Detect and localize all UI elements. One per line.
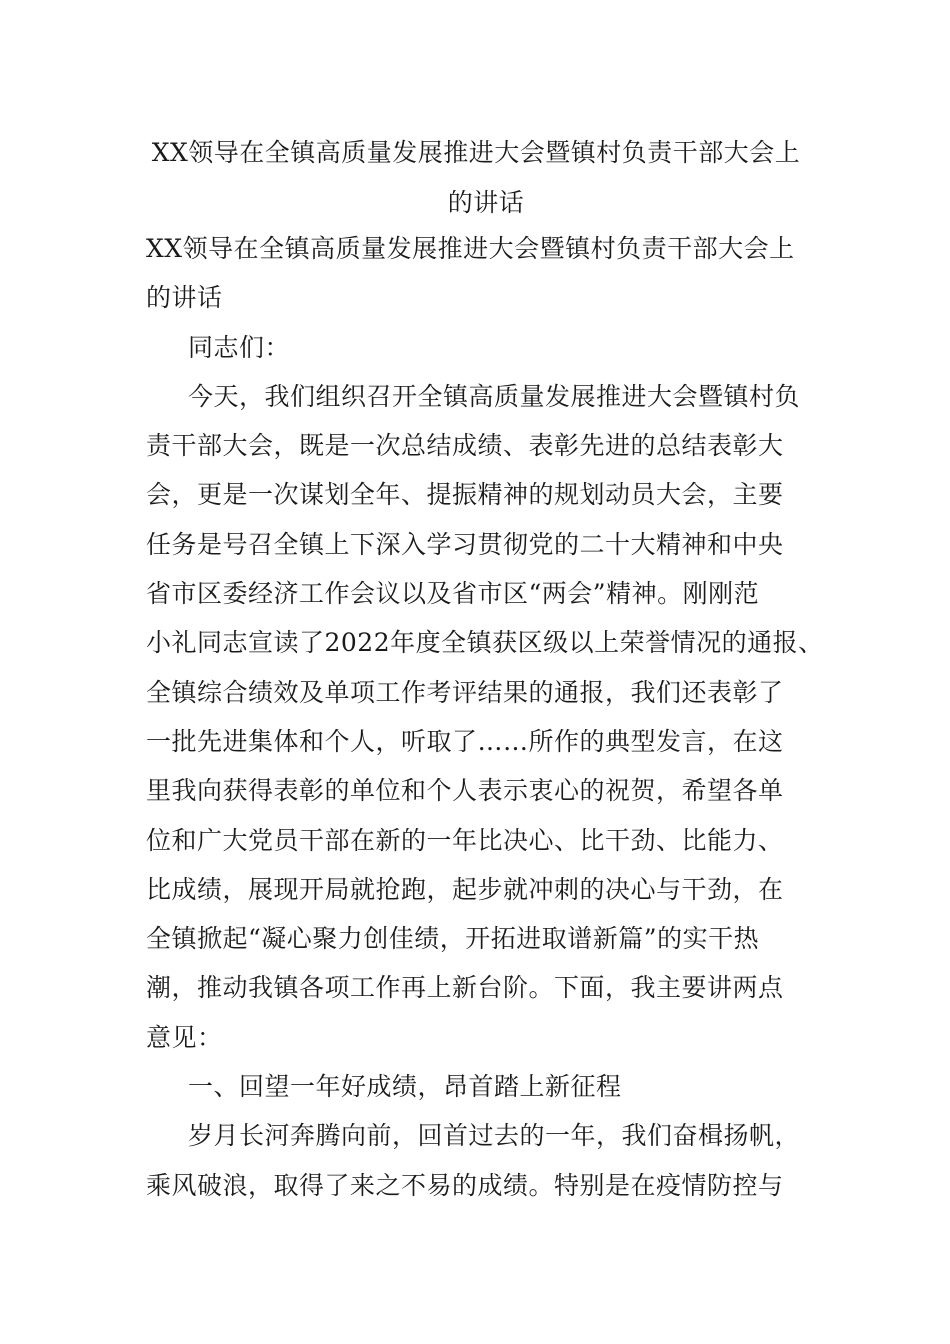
body-line: 位和广大党员干部在新的一年比决心、比干劲、比能力、 [146,825,784,855]
body-line: 潮，推动我镇各项工作再上新台阶。下面，我主要讲两点 [146,973,784,1003]
body-line: 今天，我们组织召开全镇高质量发展推进大会暨镇村负 [188,381,801,411]
document-title [146,128,806,228]
title-line-2: 的讲话 [447,188,525,217]
body-line: 小礼同志宣读了2022年度全镇获区级以上荣誉情况的通报、 [146,628,824,658]
body-line: 会，更是一次谋划全年、提振精神的规划动员大会，主要 [146,480,784,510]
document-body [146,224,824,1210]
body-line: 岁月长河奔腾向前，回首过去的一年，我们奋楫扬帆， [188,1121,801,1151]
body-line: 一批先进集体和个人，听取了……所作的典型发言，在这 [146,726,784,756]
body-line: 省市区委经济工作会议以及省市区“两会”精神。刚刚范 [146,579,760,609]
body-line: XX领导在全镇高质量发展推进大会暨镇村负责干部大会上 [146,234,795,263]
section-heading: 一、回望一年好成绩，昂首踏上新征程 [188,1072,622,1102]
body-line: 任务是号召全镇上下深入学习贯彻党的二十大精神和中央 [146,529,784,559]
body-line: 全镇掀起“凝心聚力创佳绩，开拓进取谱新篇”的实干热 [146,924,760,954]
body-line: 里我向获得表彰的单位和个人表示衷心的祝贺，希望各单 [146,776,784,806]
title-line-1: XX领导在全镇高质量发展推进大会暨镇村负责干部大会上 [151,138,801,167]
body-line: 全镇综合绩效及单项工作考评结果的通报，我们还表彰了 [146,677,784,707]
body-line: 比成绩，展现开局就抢跑，起步就冲刺的决心与干劲，在 [146,874,784,904]
body-line: 乘风破浪，取得了来之不易的成绩。特别是在疫情防控与 [146,1170,784,1200]
body-line: 责干部大会，既是一次总结成绩、表彰先进的总结表彰大 [146,431,784,461]
body-line: 的讲话 [146,283,223,313]
body-line: 意见： [146,1022,223,1052]
salutation: 同志们： [188,332,291,362]
